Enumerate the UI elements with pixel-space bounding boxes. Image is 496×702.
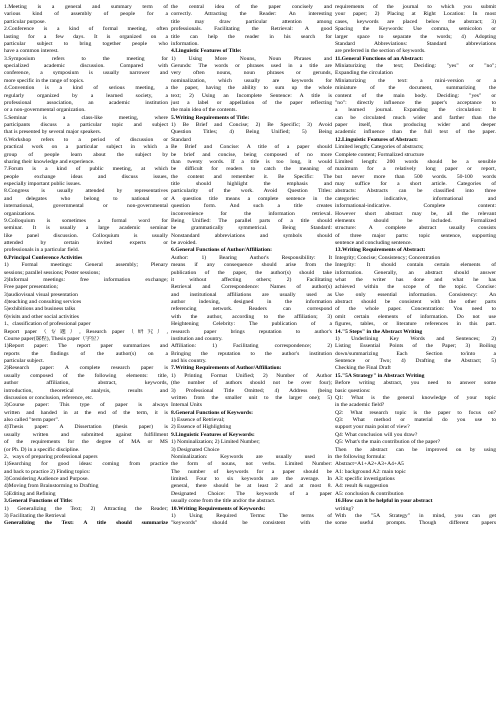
text-line: Nonstandard abbreviations and symbols should [171,232,332,239]
text-line: publication of the paper, the author(s) should take [171,269,332,276]
text-line: professionals in a particular field. [4,247,80,254]
text-line: of three major parts: topic sentence, supporting [335,232,496,239]
text-line: 1)Report paper: The report paper summarizes and [4,343,168,350]
text-line: 1) Generalizing the Text; 2) Attracting the Reader; [4,505,168,512]
text-line: 1) Formal meetings: General assembly; Plenary [4,262,168,269]
text-line: Heightening Celebrity: The publication of a [171,321,332,328]
text-line: 1) Essence of Retrieval; [171,417,225,423]
text-line: A5: conclusion & contribution [335,490,404,497]
text-line: Before writing abstract, you need to answer some [335,380,496,387]
text-line: professionals. Facilitating the Retrieval: A good [171,26,332,33]
section-heading-line: 14."5 Steps" in the Abstract Writing [335,328,423,335]
text-line: but never more than 500 words. 50-100 words [335,173,496,180]
text-line: academic influence than the full text of the paper. [335,129,496,136]
text-line: what the writer has done and what he has [335,276,496,283]
text-line: reports the findings of the author(s) on a [4,350,168,357]
text-line: question form. And such a title creates [171,203,332,210]
text-line: introduction, theoretical analysis, results and [4,387,168,394]
text-line: participants discuss a particular topic and subject [4,122,168,128]
section-heading-line: 5.Writing Requirements of Title: [171,114,250,121]
section-heading-line: 9.Linguistic Features of Keywords: [171,431,255,438]
text-line: 1.Meeting is a general and summary term of [4,4,168,10]
text-line: limited. Four to six keywords are the average. In [171,476,332,482]
text-line: However short abstract may be, all the relevant [335,210,496,217]
text-line: Complete content; Formalized structure [335,151,425,158]
text-line: Bringing the reputation to the author's institution [171,350,332,357]
text-line: title may draw particular attention among [171,18,332,25]
text-line: Being Unified: The parallel parts of a title should [171,217,332,224]
text-line: Miniaturizing the text: a mini-version or a [335,77,496,84]
text-line: institution and country. [171,335,223,342]
text-line: be difficult for readers to catch the meaning of [171,166,332,173]
section-heading-line: 11.General Functions of an Abstract: [335,55,424,62]
text-line: professional association, an academic institution [4,99,168,106]
text-line: With the "5A Strategy" in mind, you can get [335,512,496,519]
text-line: elements should be included. Formalized [335,217,496,224]
text-line: maximum for a relatively long paper or report, [335,166,496,173]
text-line: figures, tables, or literature references in this part. [335,321,496,328]
text-line: means if any consequence should arise from the [171,262,332,269]
text-line: achieved within the scope of the topic. Concise: [335,284,496,291]
text-line: 8.Congress is usually attended by representatives [4,188,168,195]
text-line: correctly. Attracting the Reader: An interesting [171,11,332,18]
text-line: 1) Nominalization; 2) Limited Number; [171,439,260,446]
section-heading-line: 16.How can it be helpful in your abstract [335,498,433,505]
text-line: attended by certain invited experts or [4,240,168,246]
text-line: and back to practice 2) Finding topics: [4,468,91,475]
text-line: larger space to separate the words; 4) Adopting [335,33,496,40]
section-heading-line: 0.Principal Conference Activities [4,254,83,261]
text-line: referencing network. Readers can correspond [171,306,332,313]
text-line: particular subject. [4,358,45,364]
text-line: conference, a symposium is usually narrower and [4,70,168,77]
text-line: (or Ph. D) in a specific discipline. [4,446,80,453]
text-line: of the requirements for the degree of MA or MS [4,439,168,446]
text-line: inconvenience for the information retrieval. [171,210,332,217]
text-line: more specific in the range of topics. [4,77,85,84]
section-heading-line: 3.General Functions of Title: [4,498,73,505]
text-line: text; 2) Using an Incomplete Sentence: A title is [171,92,332,99]
text-line: 3)Course paper: This type of paper is always [4,402,168,409]
text-line: sessions; parallel sessions; Poster sessions; [4,269,101,276]
text-line: people exchange ideas and discuss issues, [4,173,168,180]
text-line: 1) Underlining Key Words and Sentences; 2) [335,335,496,342]
text-line: content of the main body. Deciding: "yes" or [335,92,496,99]
text-line: 5)exhibitions and business talks [4,306,76,313]
column-1 [4,4,168,702]
text-line: particular purpose. [4,18,46,25]
section-heading-line: Generalizing the Text: A title should summarize [4,520,168,527]
text-line: title can help the reader in his search for [171,33,332,40]
text-line: are preferred in the section of keywords. [335,48,426,55]
text-line: paper itself, thus producing wider and deeper [335,122,496,128]
text-line: The number of keywords for a paper should be [171,468,332,475]
text-line: sharing their knowledge and experience. [4,158,95,165]
section-heading-line: 4.Linguistic Features of Title: [171,48,242,55]
text-line: of the whole paper. Concentration: You need to [335,306,496,313]
text-line: 3)audiovisual visual presentation [4,291,78,298]
text-line: Then the abstract can be improved on by using [335,446,496,453]
text-line: Standard Abbreviations: Standard abbreviations [335,40,496,47]
column-3 [335,4,496,702]
text-line: Limited length; Categories of abstracts; [335,144,424,151]
text-line: regularly organized by a learned society, a [4,92,168,99]
text-line: A3: specific investigations [335,476,395,482]
text-line: 7.Forum is a kind of public meeting, at which [4,166,168,173]
text-line: 1) Be Brief and Concise; 2) Be Specific; 3) Avoid [171,122,332,128]
text-line: 3.Symposium refers to the meeting for [4,55,168,62]
text-line: very often nouns, noun phrases or gerunds, [171,70,332,77]
text-line: in the academic field? [335,402,385,409]
text-line: 4.Convention is a kind of serious meeting, a [4,85,168,92]
text-line: 2)Research paper: A complete research paper is [4,365,168,372]
text-line: 1、classification of professional paper [4,321,91,328]
text-line: usually written and submitted against fulfillment [4,431,168,438]
text-line: Nominalization: Keywords are usually used in [171,453,332,460]
text-line: especially important public issues. [4,181,82,187]
section-heading-line: 15."5A Strategy" in Abstract Writing [335,372,425,379]
text-line: written and handed in at the end of the term, it is [4,409,168,416]
text-line: Be Brief and Concise: A title of a paper should [171,144,332,151]
text-line: can be circulated much wider and farther than the [335,114,496,121]
text-line: Listing Essential Points of the Paper; 3) Boiling [335,343,496,350]
text-line: the main idea of the contents. [171,107,237,114]
text-line: discussion or conclusion, reference, etc. [4,394,94,401]
text-line: than twenty words. If a title is too long, it would [171,158,332,165]
text-line: Checking the Final Draft [335,365,391,372]
text-line: 1) Using Required Terms: The terms of [171,512,332,519]
text-line: have a common interest. [4,48,59,55]
text-line: 4)Moving from Brainstorming to Drafting [4,483,99,490]
text-line: Affiliation: 1) Facilitating correspondence; 2) [171,343,332,350]
text-line: Q2: What research topic is the paper to focus on? [335,409,496,416]
text-line: Q1: What is the general knowledge of your topic [335,394,496,401]
text-line: author indexing, designed in the information [171,299,332,305]
text-line: 4)teaching and consulting services [4,299,82,305]
text-line: Limited length: 200 words should be a sensible [335,158,496,165]
text-line: research paper brings reputation to author's [171,328,332,335]
text-line: be brief and concise, being composed of no more [171,151,332,158]
text-line: lasting for a few days. It is organized on a [4,33,168,40]
text-line: (the number of authors should not be over four); [171,380,332,387]
text-line: A question title means a complete sentence in the [171,195,332,202]
text-line: also called "term paper". [4,417,60,423]
text-line: the central idea of the paper concisely and [171,4,332,10]
text-line: 5)Editing and Refining [4,490,56,497]
text-line: the paper, having the ability to sum up the whole [171,85,332,92]
text-line: or a non-governmental organization. [4,107,86,114]
text-line: information. Generally, an abstract should answer [335,269,496,276]
text-line: 3)Considering Audience and Purpose. [4,476,89,482]
text-line: 2) Essence of Highlighting [171,424,232,431]
text-line: information. [171,40,199,47]
text-line: omit certain elements of information. Do not use [335,313,496,320]
text-line: it without affecting others; 2) Facilitating [171,276,332,283]
text-line: author affiliation, abstract, keywords, [4,380,168,387]
text-line: writing? [335,505,354,512]
text-line: Spacing the Keywords: Use comma, semicolon or [335,26,496,33]
text-line: Retrieval and Correspondence: Names of author(s) [171,284,332,291]
text-line: down/summarizing Each Section to/into a [335,350,496,357]
text-line: Course paper(课程), Thesis paper（学位） [4,335,103,342]
text-line: usually come from the title and/or the abstract. [171,498,276,505]
text-line: Integrity: It should contain certain elements of [335,262,496,269]
text-line: Gerunds: The words or phrases used in a title are [171,63,332,69]
text-line: Q3: What method or material do you use to [335,417,496,423]
text-line: international, governmental or non-governmental [4,203,168,210]
text-line: Miniaturizing the text; Deciding: "yes" or "no"; [335,63,496,69]
column-2 [171,4,332,702]
text-line: "no": directly influence the paper's acceptance to [335,99,496,106]
text-line: 6.Workshop refers to a period of discussion or [4,136,168,143]
text-line: "keywords" should be consistent with the [171,520,332,527]
text-line: group of people learn about the subject by [4,151,168,158]
text-line: 6)visits and other social activities [4,313,79,320]
text-line: the content and remember it. Be Specific: The [171,173,332,180]
text-line: particular subject to bring together people who [4,40,168,47]
text-line: Integrity; Concise; Consistency; Concentration [335,254,441,261]
text-line: Free paper presentation; [4,284,59,291]
text-line: 4)Thesis paper: A Dissertation (thesis paper) is [4,424,168,431]
text-line: organizations. [4,210,36,217]
text-line: 1)Searching for good ideas: coming from practice [4,461,168,468]
text-line: various kind of assembly of people for a [4,11,168,18]
text-line: title should highlight the emphasis and [171,181,332,187]
text-line: may suffice for a short article. Categories of [335,181,496,187]
text-line: 3) Facilitating the Retrieval [4,512,66,519]
section-heading-line: 8.General Functions of Keywords: [171,409,254,416]
text-line: 5.Seminar is a class-like meeting, where [4,114,168,121]
text-line: with the author, according to the affiliation; 3) [171,313,332,320]
text-line: cases, keywords are placed below the abstract; 3) [335,18,496,25]
text-line: support your main point of view? [335,424,410,431]
text-line: like panel discussion. Colloquium is usually [4,232,168,239]
text-line: that is presented by several major speakers. [4,129,102,136]
text-line: Designated Choice: The keywords of a paper [171,490,332,497]
section-heading-line: 6.General Functions of Author/Affiliation: [171,247,272,254]
section-heading-line: 12.Linguistic Features of Abstract: [335,136,418,143]
text-line: informational-indicative. Complete content: [335,203,496,210]
text-line: basic questions: [335,387,371,394]
text-line: a learned journal. Expanding the circulation: It [335,107,496,114]
text-line: and his country. [171,358,207,364]
text-line: abstracts: Abstracts can be classified into three [335,188,496,195]
text-line: your paper; 2) Placing at Right Location: In most [335,11,496,18]
text-line: A1: background A2: main topic [335,468,406,475]
text-line: 1) Using More Nouns, Noun Phrases and [171,55,332,62]
text-line: sentence and concluding sentence. [335,240,413,246]
text-line: written from the smaller unit to the larger one); 5) [171,394,332,401]
text-line: some useful prompts. Though different papers [335,520,496,527]
text-line: 9.Colloquium is sometimes a formal word for [4,217,168,224]
text-line: be grammatically symmetrical. Being Standard: [171,225,332,232]
text-line: categories: indicative, informational and [335,195,496,202]
text-line: 2.Conference is a kind of formal meeting, often [4,26,168,33]
text-line: particularity of the work. Avoid Question Titles: [171,188,332,195]
text-line: 2、ways of preparing professional papers [4,453,98,460]
text-line: Q4: What conclusion will you draw? [335,431,418,438]
text-line: Abstract=A1+A2+A3+A4+A5 [335,461,404,468]
text-line: the following formula: [335,453,386,460]
text-line: usually composed of the following elements: title, [4,372,168,379]
text-line: be avoided. [171,240,197,246]
text-line: practical work on a particular subject in which a [4,144,168,151]
section-heading-line: 7.Writing Requirements of Author/Affiliation: [171,365,282,372]
text-line: seminar. It is usually a large academic seminar [4,225,168,232]
text-line: the form of nouns, not verbs. Limited Number: [171,461,332,468]
text-line: specialized academic discussion. Compared with [4,63,168,69]
text-line: Report paper（专题）, Research paper（研究）, [4,328,168,335]
text-line: 3) Professional Title Omitted; 4) Address (being [171,387,332,394]
text-line: and institutional affiliations are usually used as [171,291,332,298]
text-line: 2)Informal meetings: free information exchange; [4,276,168,283]
text-line: structure: A complete abstract usually consists [335,225,496,232]
text-line: Use only essential information. Consistency: An [335,291,496,298]
text-line: and delegates who belong to national or [4,195,168,202]
text-line: 3) Designated Choice [171,446,220,453]
text-line: Author: 1) Bearing Author's Responsibility: It [171,254,332,261]
text-line: Internal Units [171,402,202,409]
text-line: miniature of the document, summarizing the [335,85,496,92]
section-heading-line: 10.Writing Requirements of Keywords: [171,505,266,512]
text-line: 1) Printing Format Unified; 2) Number of Author [171,372,332,379]
section-heading-line: 13.Writing Requirements of Abstract: [335,247,426,254]
text-line: Standard [171,136,191,143]
text-line: nominalization, which usually are keywords for [171,77,332,84]
text-line: Question Titles; 4) Being Unified; 5) Being [171,129,332,136]
text-line: A4: result & suggestion [335,483,389,490]
text-line: just a label or appellation of the paper reflecting [171,99,332,106]
text-line: Sentence or Two; 4) Drafting the Abstract; 5) [335,358,496,364]
text-line: Q5: What's the main contribution of the paper? [335,439,441,446]
text-line: general, there should be at least 2 and at most 8. [171,483,332,490]
text-line: Expanding the circulation [335,70,393,77]
text-line: requirements of the journal to which you submit [335,4,496,10]
text-line: abstract should be consistent with the other parts [335,299,496,305]
